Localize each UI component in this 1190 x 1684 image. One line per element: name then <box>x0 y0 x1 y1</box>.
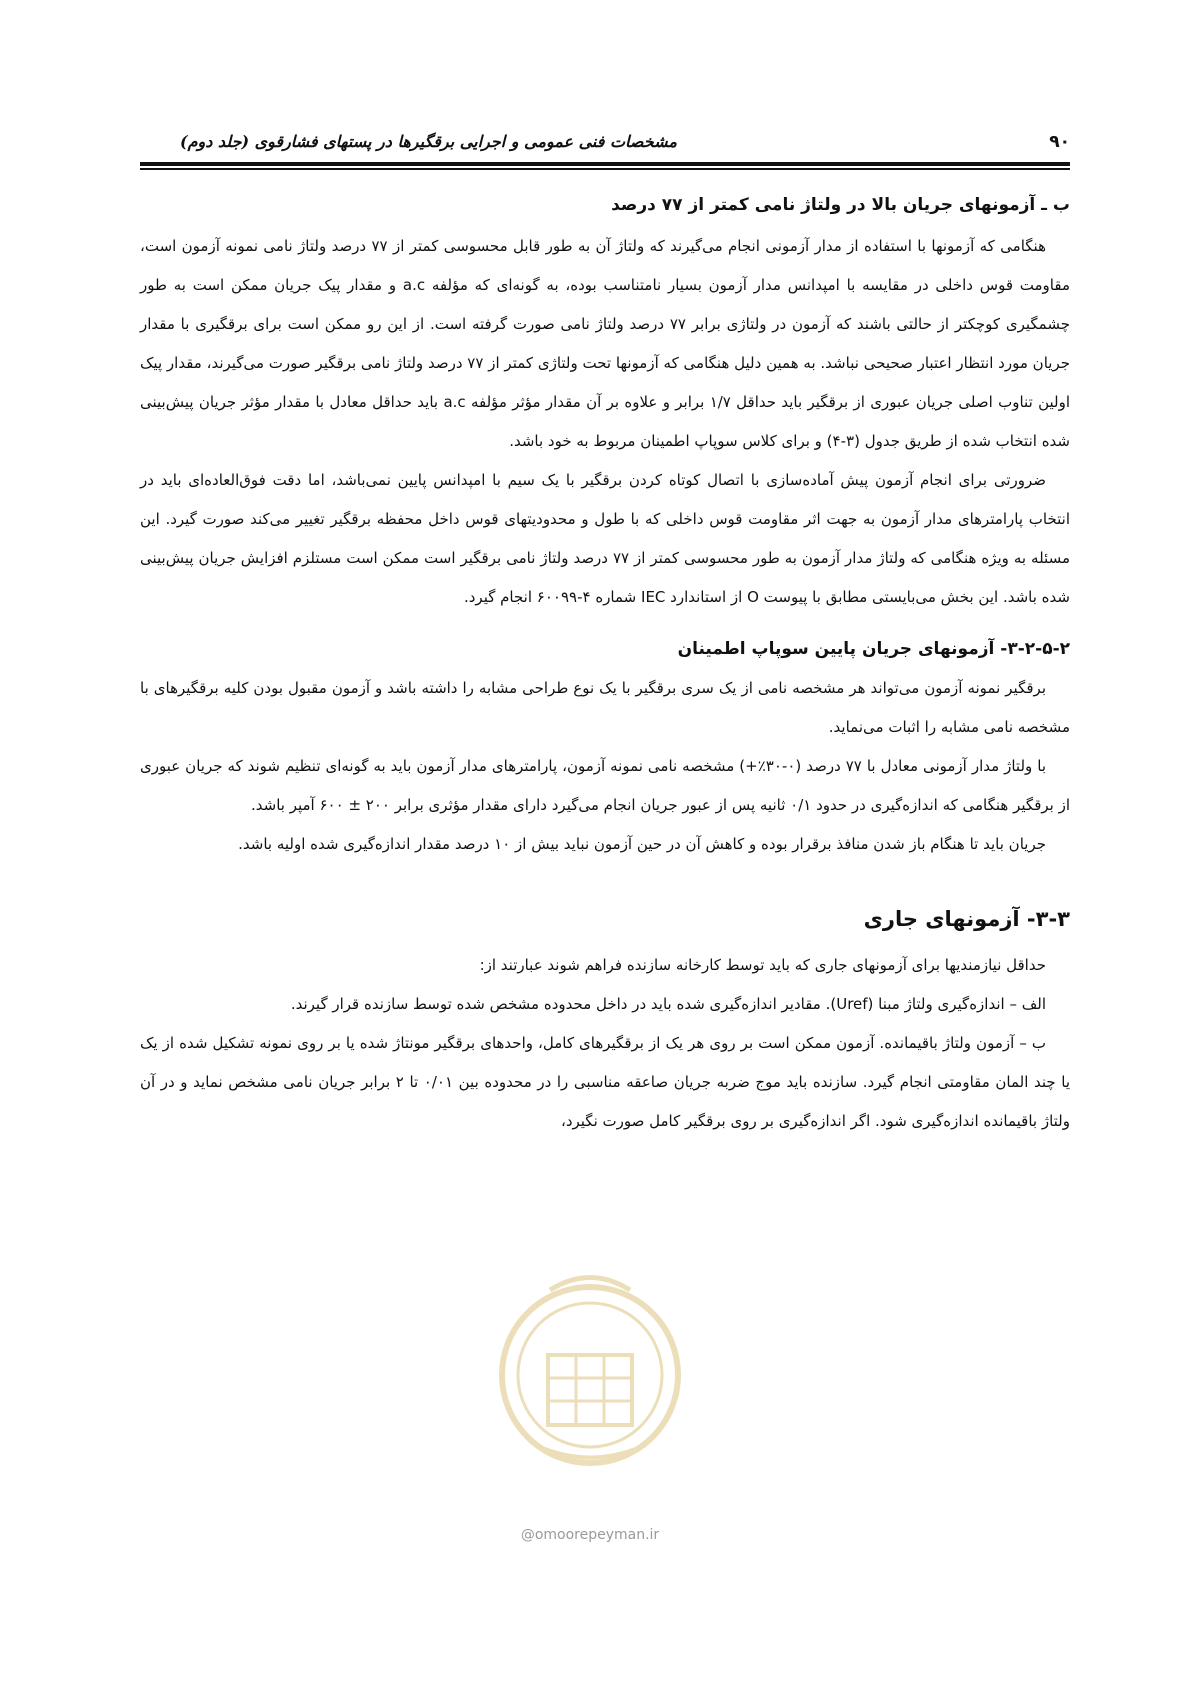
header-rule-thin <box>140 168 1070 170</box>
section-3-2-5-2-paragraph-3: جریان باید تا هنگام باز شدن منافذ برقرار بوده و کاهش آن در حین آزمون نباید بیش از ۱۰ درصد مقدار اندازه‌گیری شده اولیه باشد. <box>238 835 1046 853</box>
list-item-b: ب – آزمون ولتاژ باقیمانده. آزمون ممکن است بر روی هر یک از برقگیرهای کامل، واحدهای برقگیر مونتاژ شده یا بر روی نمونه تشکیل شده از یک یا چند المان مقاومتی انجام گیرد. سازنده باید موج ضربه جریان صاعقه مناسبی را در محدوده بین ۰/۰۱ تا ۲ برابر جریان نامی مشخص نماید و در آن ولتاژ باقیمانده اندازه‌گیری شود. اگر اندازه‌گیری بر روی برقگیر کامل صورت نگیرد، <box>140 1034 1070 1130</box>
body-text <box>140 185 1070 1141</box>
list-item-a: الف – اندازه‌گیری ولتاژ مبنا (Uref). مقادیر اندازه‌گیری شده باید در داخل محدوده مشخص شده توسط سازنده قرار گیرند. <box>290 995 1046 1013</box>
page-header <box>140 128 1070 158</box>
section-b-paragraph-2: ضرورتی برای انجام آزمون پیش آماده‌سازی با اتصال کوتاه کردن برقگیر با یک سیم با امپدانس پایین نمی‌باشد، اما دقت فوق‌العاده‌ای باید در انتخاب پارامترهای مدار آزمون به جهت اثر مقاومت قوس داخلی که با طول و محدودیتهای قوس داخل محفظه برقگیر تغییر می‌کند صورت گیرد. این مسئله به ویژه هنگامی که ولتاژ مدار آزمون به طور محسوسی کمتر از ۷۷ درصد ولتاژ نامی برقگیر است ممکن است مستلزم افزایش جریان پیش‌بینی شده باشد. این بخش می‌بایستی مطابق با پیوست O از استاندارد IEC شماره ۴-۶۰۰۹۹ انجام گیرد. <box>140 471 1070 606</box>
section-b-paragraph-1: هنگامی که آزمونها با استفاده از مدار آزمونی انجام می‌گیرند که ولتاژ آن به طور قابل محسوسی کمتر از ۷۷ درصد ولتاژ نامی نمونه آزمون است، مقاومت قوس داخلی در مقایسه با امپدانس مدار آزمون بسیار نامتناسب بوده، به گونه‌ای که مؤلفه a.c و مقدار پیک جریان ممکن است به طور چشمگیری کوچکتر از حالتی باشند که آزمون در ولتاژی برابر ۷۷ درصد ولتاژ نامی صورت گرفته است. از این رو ممکن است برای برقگیری با مقدار جریان مورد انتظار اعتبار صحیحی نباشد. به همین دلیل هنگامی که آزمونها تحت ولتاژی کمتر از ۷۷ درصد ولتاژ نامی برقگیر صورت می‌گیرند، مقدار پیک اولین تناوب اصلی جریان عبوری از برقگیر باید حداقل ۱/۷ برابر و علاوه بر آن مقدار مؤثر مؤلفه a.c باید حداقل معادل با مقدار مؤثر جریان پیش‌بینی شده انتخاب شده از طریق جدول (۳-۴) و برای کلاس سوپاپ اطمینان مربوط به خود باشد. <box>140 237 1071 450</box>
section-3-3-heading: ۳-۳- آزمونهای جاری <box>863 907 1070 931</box>
section-3-2-5-2-heading: ۳-۲-۵-۲- آزمونهای جریان پایین سوپاپ اطمینان <box>677 639 1070 659</box>
watermark-text: @omoorepeyman.ir <box>520 1527 660 1543</box>
watermark-logo <box>490 1260 690 1480</box>
section-3-2-5-2-paragraph-1: برقگیر نمونه آزمون می‌تواند هر مشخصه نامی از یک سری برقگیر با یک نوع طراحی مشابه را داشته باشد و آزمون مقبول بودن کلیه برقگیرهای با مشخصه نامی مشابه را اثبات می‌نماید. <box>140 679 1070 736</box>
page-number: ۹۰ <box>1049 132 1070 152</box>
section-b-heading: ب ـ آزمونهای جریان بالا در ولتاژ نامی کمتر از ۷۷ درصد <box>611 195 1070 215</box>
section-3-2-5-2-paragraph-2: با ولتاژ مدار آزمونی معادل با ۷۷ درصد (۰-۳۰٪+) مشخصه نامی نمونه آزمون، پارامترهای مدار آزمون باید به گونه‌ای تنظیم شوند که جریان عبوری از برقگیر هنگامی که اندازه‌گیری در حدود ۰/۱ ثانیه پس از عبور جریان انجام می‌گیرد دارای مقدار مؤثری برابر ۲۰۰ ± ۶۰۰ آمپر باشد. <box>140 757 1070 814</box>
running-title: مشخصات فنی عمومی و اجرایی برقگیرها در پستهای فشارقوی (جلد دوم) <box>180 132 677 151</box>
section-3-3-intro: حداقل نیازمندیها برای آزمونهای جاری که باید توسط کارخانه سازنده فراهم شوند عبارتند از: <box>479 956 1046 974</box>
header-rule-thick <box>140 162 1070 166</box>
